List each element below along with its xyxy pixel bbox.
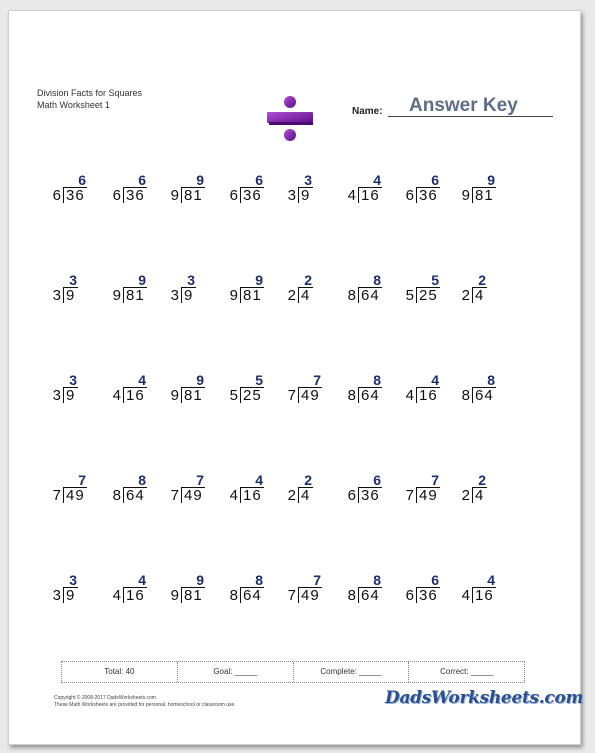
dividend: 16 <box>361 187 380 204</box>
division-bracket <box>358 387 359 403</box>
divisor: 9 <box>229 287 238 304</box>
quotient-answer: 4 <box>138 372 146 388</box>
division-problem <box>286 373 326 423</box>
divisor: 9 <box>170 587 179 604</box>
divisor: 4 <box>347 187 356 204</box>
quotient-answer: 8 <box>255 572 263 588</box>
division-bracket <box>240 487 241 503</box>
dividend: 36 <box>361 487 380 504</box>
quotient-answer: 9 <box>138 272 146 288</box>
division-problem <box>169 573 209 623</box>
divisor: 5 <box>405 287 414 304</box>
division-bracket <box>123 587 124 603</box>
dadsworksheets-logo: DadsWorksheets.com <box>385 688 584 708</box>
division-problem <box>346 173 386 223</box>
divisor: 7 <box>405 487 414 504</box>
divisor: 7 <box>287 587 296 604</box>
quotient-answer: 4 <box>431 372 439 388</box>
division-problem <box>346 573 386 623</box>
division-bracket <box>240 187 241 203</box>
division-bracket <box>123 387 124 403</box>
division-problem <box>228 473 268 523</box>
division-problem <box>228 173 268 223</box>
divisor: 6 <box>347 487 356 504</box>
dividend: 49 <box>66 487 85 504</box>
division-problem <box>346 473 386 523</box>
divisor: 3 <box>52 287 61 304</box>
division-bracket <box>416 187 417 203</box>
quotient-answer: 9 <box>487 172 495 188</box>
dividend: 49 <box>301 587 320 604</box>
quotient-answer: 3 <box>69 372 77 388</box>
divisor: 6 <box>112 187 121 204</box>
quotient-answer: 4 <box>373 172 381 188</box>
divisor: 9 <box>170 387 179 404</box>
divisor: 2 <box>287 487 296 504</box>
division-problem <box>169 173 209 223</box>
dividend: 64 <box>126 487 145 504</box>
quotient-answer: 9 <box>255 272 263 288</box>
division-problem <box>228 273 268 323</box>
dividend: 64 <box>361 387 380 404</box>
quotient-answer: 8 <box>487 372 495 388</box>
division-problem <box>286 273 326 323</box>
division-problem <box>404 473 444 523</box>
dividend: 64 <box>243 587 262 604</box>
complete-cell: Complete: _____ <box>294 662 410 682</box>
score-table <box>61 661 525 683</box>
divisor: 2 <box>461 487 470 504</box>
division-problem <box>404 573 444 623</box>
quotient-answer: 2 <box>478 272 486 288</box>
dividend: 9 <box>66 287 76 304</box>
quotient-answer: 5 <box>431 272 439 288</box>
quotient-answer: 9 <box>196 572 204 588</box>
answer-key-heading: Answer Key <box>409 95 518 116</box>
goal-cell: Goal: _____ <box>178 662 294 682</box>
divisor: 4 <box>461 587 470 604</box>
divisor: 3 <box>52 387 61 404</box>
division-bracket <box>181 187 182 203</box>
dividend: 36 <box>243 187 262 204</box>
quotient-answer: 7 <box>78 472 86 488</box>
divisor: 8 <box>347 387 356 404</box>
worksheet-page <box>8 10 584 745</box>
division-bracket <box>298 487 299 503</box>
division-problem <box>460 273 500 323</box>
quotient-answer: 6 <box>431 172 439 188</box>
quotient-answer: 3 <box>187 272 195 288</box>
quotient-answer: 8 <box>373 572 381 588</box>
quotient-answer: 4 <box>487 572 495 588</box>
division-problem <box>111 573 151 623</box>
divisor: 8 <box>347 587 356 604</box>
division-bracket <box>123 287 124 303</box>
copyright-notice <box>54 695 236 709</box>
copyright-line-1: Copyright © 2008-2017 DadsWorksheets.com <box>54 695 156 701</box>
quotient-answer: 6 <box>138 172 146 188</box>
division-bracket <box>63 487 64 503</box>
division-problem <box>51 473 91 523</box>
division-problem <box>346 273 386 323</box>
division-problem <box>460 473 500 523</box>
divisor: 3 <box>287 187 296 204</box>
division-bracket <box>298 587 299 603</box>
dividend: 25 <box>419 287 438 304</box>
dividend: 36 <box>419 187 438 204</box>
worksheet-title <box>37 87 142 111</box>
division-problem <box>404 273 444 323</box>
quotient-answer: 7 <box>196 472 204 488</box>
division-problem <box>51 573 91 623</box>
division-bracket <box>472 287 473 303</box>
division-bracket <box>358 187 359 203</box>
division-bracket <box>240 587 241 603</box>
division-bracket <box>240 287 241 303</box>
quotient-answer: 6 <box>431 572 439 588</box>
divisor: 5 <box>229 387 238 404</box>
quotient-answer: 6 <box>255 172 263 188</box>
division-problem <box>286 173 326 223</box>
divisor: 8 <box>461 387 470 404</box>
division-bracket <box>416 287 417 303</box>
dividend: 9 <box>66 387 76 404</box>
dividend: 64 <box>361 287 380 304</box>
quotient-answer: 7 <box>313 572 321 588</box>
division-bracket <box>472 387 473 403</box>
divisor: 8 <box>229 587 238 604</box>
quotient-answer: 4 <box>255 472 263 488</box>
dividend: 4 <box>475 287 485 304</box>
dividend: 4 <box>301 287 311 304</box>
dividend: 4 <box>475 487 485 504</box>
division-problem <box>51 173 91 223</box>
divisor: 6 <box>405 187 414 204</box>
quotient-answer: 9 <box>196 372 204 388</box>
divisor: 8 <box>112 487 121 504</box>
division-bracket <box>416 487 417 503</box>
dividend: 16 <box>126 587 145 604</box>
division-problem <box>51 373 91 423</box>
divisor: 6 <box>52 187 61 204</box>
dividend: 64 <box>475 387 494 404</box>
division-bracket <box>416 587 417 603</box>
division-bracket <box>298 187 299 203</box>
divisor: 7 <box>170 487 179 504</box>
divisor: 6 <box>229 187 238 204</box>
division-bracket <box>63 287 64 303</box>
division-bracket <box>181 487 182 503</box>
division-problem <box>169 273 209 323</box>
dividend: 9 <box>66 587 76 604</box>
title-line-1: Division Facts for Squares <box>37 88 143 98</box>
dividend: 25 <box>243 387 262 404</box>
division-bracket <box>240 387 241 403</box>
dividend: 81 <box>126 287 145 304</box>
quotient-answer: 2 <box>478 472 486 488</box>
dividend: 81 <box>184 387 203 404</box>
division-problem <box>460 373 500 423</box>
division-bracket <box>63 587 64 603</box>
division-problem <box>111 373 151 423</box>
division-bracket <box>298 387 299 403</box>
division-bracket <box>63 187 64 203</box>
name-label: Name: <box>352 106 383 117</box>
total-cell: Total: 40 <box>62 662 178 682</box>
dividend: 16 <box>243 487 262 504</box>
quotient-answer: 3 <box>69 572 77 588</box>
dividend: 64 <box>361 587 380 604</box>
dividend: 9 <box>301 187 311 204</box>
divisor: 4 <box>112 387 121 404</box>
division-sign-icon <box>265 95 315 145</box>
dividend: 81 <box>475 187 494 204</box>
division-problem <box>228 373 268 423</box>
divisor: 9 <box>461 187 470 204</box>
division-bracket <box>298 287 299 303</box>
division-bracket <box>123 187 124 203</box>
division-problem <box>111 273 151 323</box>
division-problem <box>111 173 151 223</box>
division-bracket <box>472 587 473 603</box>
division-problem <box>460 173 500 223</box>
division-problem <box>111 473 151 523</box>
division-bracket <box>416 387 417 403</box>
division-bracket <box>472 487 473 503</box>
dividend: 49 <box>419 487 438 504</box>
quotient-answer: 6 <box>78 172 86 188</box>
dividend: 36 <box>419 587 438 604</box>
division-bracket <box>358 587 359 603</box>
dividend: 49 <box>301 387 320 404</box>
quotient-answer: 2 <box>304 472 312 488</box>
division-bracket <box>472 187 473 203</box>
dividend: 81 <box>243 287 262 304</box>
quotient-answer: 4 <box>138 572 146 588</box>
division-bracket <box>181 387 182 403</box>
division-problem <box>404 373 444 423</box>
quotient-answer: 8 <box>373 272 381 288</box>
division-bracket <box>181 287 182 303</box>
dividend: 9 <box>184 287 194 304</box>
dividend: 36 <box>126 187 145 204</box>
dividend: 49 <box>184 487 203 504</box>
division-problem <box>286 573 326 623</box>
correct-cell: Correct: _____ <box>440 667 494 676</box>
copyright-line-2: These Math Worksheets are provided for personal, homeschool or classroom use. <box>54 702 236 708</box>
division-problem <box>169 473 209 523</box>
division-bracket <box>358 487 359 503</box>
quotient-answer: 8 <box>373 372 381 388</box>
division-problem <box>228 573 268 623</box>
dividend: 4 <box>301 487 311 504</box>
quotient-answer: 8 <box>138 472 146 488</box>
division-problem <box>169 373 209 423</box>
quotient-answer: 2 <box>304 272 312 288</box>
divisor: 8 <box>347 287 356 304</box>
quotient-answer: 3 <box>69 272 77 288</box>
quotient-answer: 6 <box>373 472 381 488</box>
dividend: 81 <box>184 187 203 204</box>
divisor: 3 <box>52 587 61 604</box>
dividend: 36 <box>66 187 85 204</box>
dividend: 81 <box>184 587 203 604</box>
divisor: 7 <box>52 487 61 504</box>
division-problem <box>460 573 500 623</box>
division-bracket <box>181 587 182 603</box>
division-problem <box>51 273 91 323</box>
divisor: 4 <box>405 387 414 404</box>
divisor: 2 <box>287 287 296 304</box>
dividend: 16 <box>475 587 494 604</box>
divisor: 3 <box>170 287 179 304</box>
divisor: 7 <box>287 387 296 404</box>
divisor: 9 <box>112 287 121 304</box>
divisor: 4 <box>112 587 121 604</box>
title-line-2: Math Worksheet 1 <box>37 100 110 110</box>
divisor: 6 <box>405 587 414 604</box>
quotient-answer: 7 <box>313 372 321 388</box>
divisor: 4 <box>229 487 238 504</box>
quotient-answer: 5 <box>255 372 263 388</box>
division-bracket <box>63 387 64 403</box>
division-problem <box>404 173 444 223</box>
dividend: 16 <box>126 387 145 404</box>
quotient-answer: 9 <box>196 172 204 188</box>
division-bracket <box>358 287 359 303</box>
division-problem <box>286 473 326 523</box>
dividend: 16 <box>419 387 438 404</box>
division-bracket <box>123 487 124 503</box>
divisor: 9 <box>170 187 179 204</box>
quotient-answer: 3 <box>304 172 312 188</box>
division-problem <box>346 373 386 423</box>
quotient-answer: 7 <box>431 472 439 488</box>
divisor: 2 <box>461 287 470 304</box>
